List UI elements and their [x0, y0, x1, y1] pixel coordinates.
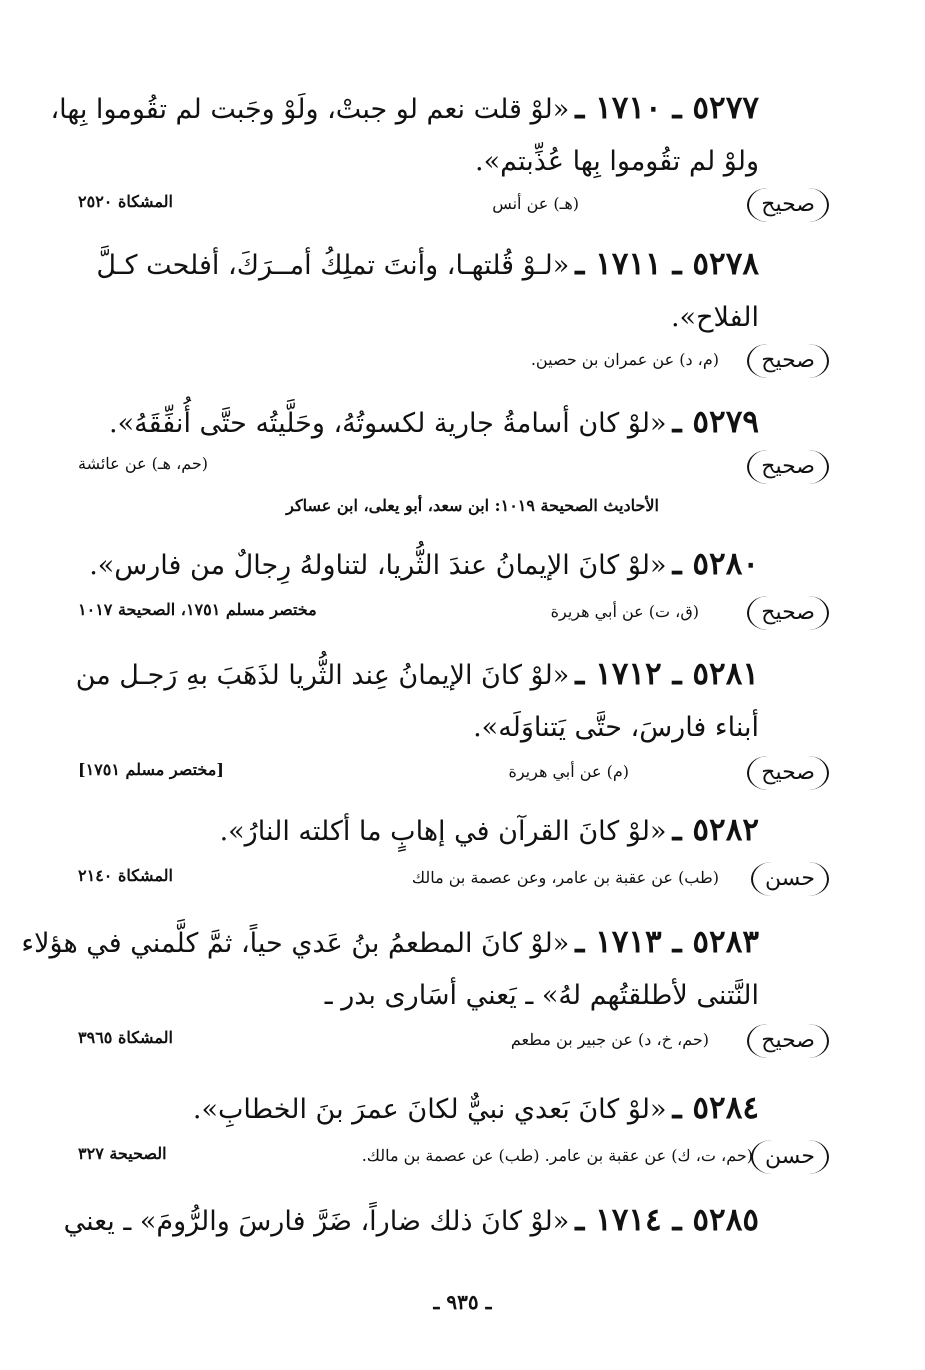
hadith-entry: [78, 396, 759, 450]
source-citation: (هـ) عن أنس: [492, 194, 579, 213]
reference-note: المشكاة ٢٥٢٠: [78, 192, 173, 211]
reference-note: المشكاة ٢١٤٠: [78, 866, 173, 885]
hadith-number: ٥٢٨١ ـ ١٧١٢ ـ: [575, 656, 759, 692]
hadith-number: ٥٢٧٨ ـ ١٧١١ ـ: [575, 246, 759, 282]
hadith-meta: [78, 596, 829, 640]
hadith-text-line: «لوْ كانَ الإيمانُ عندَ الثُّريا، لتناولهُ رِجالٌ من فارس».: [89, 550, 667, 581]
grade-badge: صحيح: [747, 756, 829, 790]
grade-badge: حسن: [751, 1140, 829, 1174]
grade-badge: صحيح: [747, 596, 829, 630]
hadith-meta: [78, 756, 829, 800]
hadith-number: ٥٢٨٠ ـ: [672, 546, 759, 582]
hadith-text-line: «لوْ كانَ ذلك ضاراً، ضَرَّ فارسَ والرُّومَ» ـ يعني: [63, 1206, 570, 1237]
hadith-text-line: الفلاح».: [670, 302, 759, 333]
hadith-text-line: «لـوْ قُلتهـا، وأنتَ تملِكُ أمــرَكَ، أفلحت كـلَّ: [96, 250, 570, 281]
hadith-meta: [78, 344, 829, 388]
source-citation: (حم، هـ) عن عائشة: [78, 454, 209, 473]
hadith-entry: [78, 538, 759, 592]
hadith-entry: [78, 1082, 759, 1136]
hadith-entry: [78, 238, 759, 344]
grade-badge: صحيح: [747, 1024, 829, 1058]
hadith-text-line: «لوْ كانَ بَعدي نبيٌّ لكانَ عمرَ بنَ الخطابِ».: [192, 1094, 667, 1125]
hadith-text-line: «لوْ قلت نعم لو جبتْ، ولَوْ وجَبت لم تقُوموا بِها،: [50, 94, 570, 125]
hadith-entry: [75, 648, 759, 754]
hadith-meta: [78, 1140, 829, 1184]
source-citation: (حم، ت، ك) عن عقبة بن عامر. (طب) عن عصمة بن مالك.: [361, 1146, 753, 1165]
grade-badge: صحيح: [747, 450, 829, 484]
source-citation: (ق، ت) عن أبي هريرة: [550, 602, 699, 621]
page-number: ـ ٩٣٥ ـ: [433, 1290, 492, 1314]
hadith-entry: [21, 916, 759, 1022]
reference-note: الأحاديث الصحيحة ١٠١٩: ابن سعد، أبو يعلى، ابن عساكر: [286, 496, 659, 515]
source-citation: (حم، خ، د) عن جبير بن مطعم: [510, 1030, 709, 1049]
hadith-text-line: ولوْ لم تقُوموا بِها عُذِّبتم».: [475, 146, 759, 177]
source-citation: (م) عن أبي هريرة: [508, 762, 629, 781]
hadith-entry: [63, 1194, 759, 1248]
reference-note: المشكاة ٣٩٦٥: [78, 1028, 173, 1047]
grade-badge: حسن: [751, 862, 829, 896]
hadith-text-line: أبناء فارسَ، حتَّى يَتناوَلَه».: [473, 712, 759, 743]
hadith-text-line: «لوْ كانَ الإيمانُ عِند الثُّريا لذَهَبَ بهِ رَجـل من: [75, 660, 570, 691]
reference-note: [مختصر مسلم ١٧٥١]: [78, 760, 224, 779]
source-citation: (طب) عن عقبة بن عامر، وعن عصمة بن مالك: [411, 868, 719, 887]
hadith-number: ٥٢٨٣ ـ ١٧١٣ ـ: [575, 924, 759, 960]
hadith-number: ٥٢٨٥ ـ ١٧١٤ ـ: [575, 1202, 759, 1238]
hadith-meta: [78, 1024, 829, 1068]
hadith-entry: [50, 82, 759, 188]
hadith-meta: [78, 450, 829, 494]
source-citation: (م، د) عن عمران بن حصين.: [530, 350, 719, 369]
reference-note: مختصر مسلم ١٧٥١، الصحيحة ١٠١٧: [78, 600, 317, 619]
hadith-text-line: «لوْ كانَ القرآن في إهابٍ ما أكلته النارُ».: [219, 816, 667, 847]
hadith-number: ٥٢٨٤ ـ: [672, 1090, 759, 1126]
hadith-number: ٥٢٧٩ ـ: [672, 404, 759, 440]
hadith-number: ٥٢٧٧ ـ ١٧١٠ ـ: [575, 90, 759, 126]
grade-badge: صحيح: [747, 188, 829, 222]
reference-note: الصحيحة ٣٢٧: [78, 1144, 167, 1163]
hadith-text-line: النَّتنى لأطلقتُهم لهُ» ـ يَعني أسَارى بدر ـ: [324, 980, 759, 1011]
hadith-entry: [78, 804, 759, 858]
hadith-meta: [78, 862, 829, 906]
hadith-text-line: «لوْ كان أسامةُ جارية لكسوتُهُ، وحَلَّيتُه حتَّى أُنفِّقَهُ».: [109, 408, 667, 439]
hadith-text-line: «لوْ كانَ المطعمُ بنُ عَدي حياً، ثمَّ كلَّمني في هؤلاء: [21, 928, 570, 959]
hadith-meta: [78, 188, 829, 232]
hadith-number: ٥٢٨٢ ـ: [672, 812, 759, 848]
grade-badge: صحيح: [747, 344, 829, 378]
